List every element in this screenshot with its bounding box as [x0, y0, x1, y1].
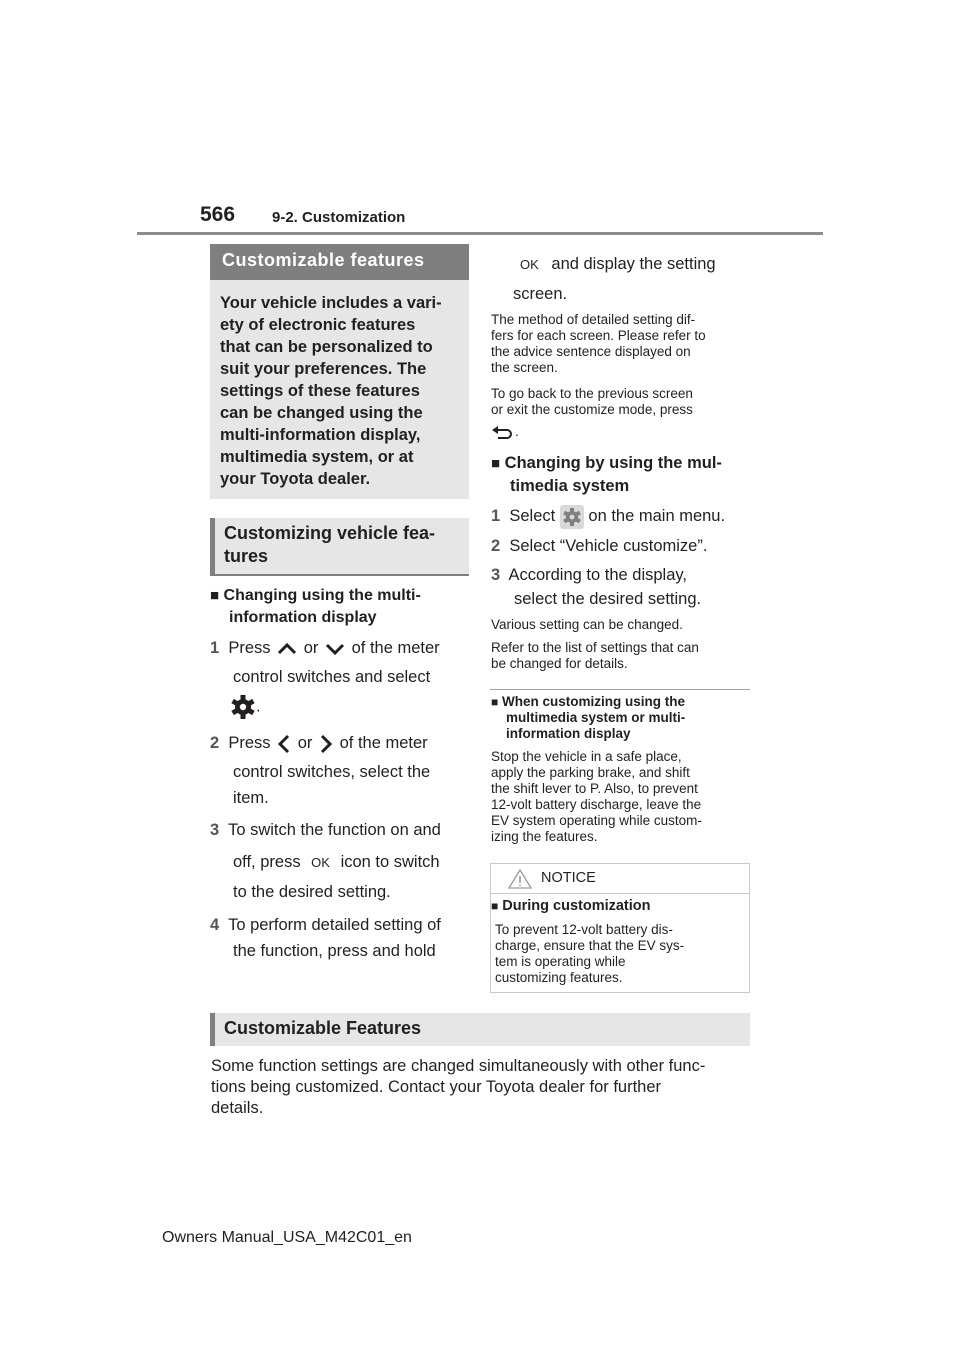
note-text: . — [515, 424, 519, 439]
body-line: apply the parking brake, and shift — [491, 765, 690, 780]
intro-line: can be changed using the — [220, 404, 423, 422]
intro-box — [210, 280, 469, 499]
note-line: be changed for details. — [491, 656, 628, 671]
bottom-body — [211, 1056, 771, 1119]
note-line: the advice sentence displayed on — [491, 344, 691, 359]
step-4 — [210, 913, 470, 963]
note-refer-list — [491, 640, 753, 672]
heading-line: Customizing vehicle fea- — [224, 523, 436, 543]
body-line: Stop the vehicle in a safe place, — [491, 749, 682, 764]
customizing-vehicle-features-heading — [210, 518, 469, 576]
body-line: the shift lever to P. Also, to prevent — [491, 781, 698, 796]
step-number: 2 — [210, 734, 220, 752]
chevron-down-icon — [323, 641, 347, 657]
note-line: or exit the customize mode, press — [491, 402, 693, 417]
back-arrow-icon — [491, 425, 515, 439]
step-text: or — [303, 639, 319, 657]
notice-title: NOTICE — [541, 870, 596, 886]
step-text: Press — [228, 639, 271, 657]
heading-line: information display — [506, 726, 631, 741]
step-text: off, press — [233, 853, 301, 871]
gear-icon — [230, 694, 256, 720]
body-line: izing the features. — [491, 829, 598, 844]
body-line: tions being customized. Contact your Toyota dealer for further — [211, 1078, 662, 1096]
chevron-up-icon — [275, 641, 299, 657]
step-text: or — [297, 734, 313, 752]
chevron-left-icon — [275, 734, 293, 754]
intro-line: suit your preferences. The — [220, 360, 427, 378]
step-1 — [210, 636, 470, 730]
divider — [490, 689, 750, 690]
step-3 — [210, 818, 470, 904]
customizable-features-banner: Customizable features — [210, 244, 469, 280]
step-text: Select — [509, 507, 556, 525]
step-number: 2 — [491, 537, 501, 555]
notice-line: To prevent 12-volt battery dis- — [495, 922, 673, 937]
notice-heading-text: During customization — [502, 898, 651, 914]
step-text: To switch the function on and — [228, 821, 441, 839]
note-detailed-setting — [491, 312, 753, 376]
settings-gear-icon — [560, 505, 584, 529]
step-number: 3 — [491, 566, 501, 584]
note-line: To go back to the previous screen — [491, 386, 693, 401]
notice-header — [491, 864, 749, 894]
step-number: 3 — [210, 821, 220, 839]
step-text: the function, press and hold — [233, 942, 436, 960]
heading-line: When customizing using the — [502, 694, 686, 709]
mm-step-1 — [491, 504, 753, 529]
step-text: and display the setting — [551, 255, 716, 273]
step-text: of the meter — [339, 734, 428, 752]
customizable-features-heading: Customizable Features — [210, 1013, 750, 1046]
heading-line: multimedia system or multi- — [506, 710, 686, 725]
sub-heading-multimedia — [491, 452, 753, 497]
step-text: control switches and select — [233, 668, 431, 686]
heading-line: tures — [224, 546, 269, 566]
warning-triangle-icon — [508, 869, 532, 889]
sub-heading-line: Changing using the multi- — [223, 587, 421, 604]
notice-line: charge, ensure that the EV sys- — [495, 938, 685, 953]
header-rule — [137, 232, 823, 235]
step-number: 1 — [491, 507, 501, 525]
note-line: the screen. — [491, 360, 558, 375]
step-number: 4 — [210, 916, 220, 934]
sub-heading-line: information display — [229, 609, 377, 626]
step-text: on the main menu. — [588, 507, 726, 525]
step-text: item. — [233, 789, 269, 807]
step-text: to the desired setting. — [233, 883, 391, 901]
step-text: According to the display, — [508, 566, 687, 584]
intro-line: ety of electronic features — [220, 316, 416, 334]
ok-icon: OK — [311, 855, 330, 870]
intro-line: settings of these features — [220, 382, 420, 400]
notice-body — [495, 922, 747, 986]
body-line: EV system operating while custom- — [491, 813, 702, 828]
step-2 — [210, 731, 470, 810]
step-text: . — [256, 697, 261, 716]
body-line: 12-volt battery discharge, leave the — [491, 797, 702, 812]
notice-line: customizing features. — [495, 970, 623, 985]
mm-step-2 — [491, 534, 753, 558]
section-title: 9-2. Customization — [272, 209, 406, 226]
intro-line: your Toyota dealer. — [220, 470, 371, 488]
when-customizing-heading — [491, 694, 753, 742]
note-line: fers for each screen. Please refer to — [491, 328, 706, 343]
step-number: 1 — [210, 639, 220, 657]
step-text: icon to switch — [340, 853, 440, 871]
note-line: The method of detailed setting dif- — [491, 312, 696, 327]
step-text: of the meter — [351, 639, 440, 657]
intro-line: multimedia system, or at — [220, 448, 414, 466]
step-text: To perform detailed setting of — [228, 916, 441, 934]
chevron-right-icon — [317, 734, 335, 754]
when-customizing-body — [491, 749, 753, 845]
square-bullet: ■ — [491, 695, 499, 709]
notice-heading — [491, 898, 651, 914]
step-text: screen. — [513, 285, 568, 303]
step-4-continued — [490, 252, 750, 306]
notice-line: tem is operating while — [495, 954, 626, 969]
footer-text: Owners Manual_USA_M42C01_en — [162, 1229, 412, 1246]
page-number: 566 — [200, 203, 236, 226]
square-bullet: ■ — [491, 455, 501, 472]
body-line: details. — [211, 1099, 264, 1117]
step-text: Select “Vehicle customize”. — [509, 537, 708, 555]
intro-line: Your vehicle includes a vari- — [220, 294, 442, 312]
sub-heading-line: timedia system — [510, 477, 630, 495]
square-bullet: ■ — [210, 587, 220, 604]
note-various: Various setting can be changed. — [491, 617, 683, 632]
step-text: control switches, select the — [233, 763, 431, 781]
sub-heading-multi-info — [210, 585, 470, 629]
note-line: Refer to the list of settings that can — [491, 640, 699, 655]
mm-step-3 — [491, 563, 753, 611]
body-line: Some function settings are changed simultaneously with other func- — [211, 1057, 706, 1075]
intro-line: multi-information display, — [220, 426, 421, 444]
ok-icon: OK — [520, 257, 539, 272]
notice-box — [490, 863, 750, 993]
intro-line: that can be personalized to — [220, 338, 433, 356]
note-go-back — [491, 386, 753, 440]
square-bullet: ■ — [491, 899, 499, 913]
step-text: Press — [228, 734, 271, 752]
step-text: select the desired setting. — [514, 590, 702, 608]
sub-heading-line: Changing by using the mul- — [504, 454, 722, 472]
